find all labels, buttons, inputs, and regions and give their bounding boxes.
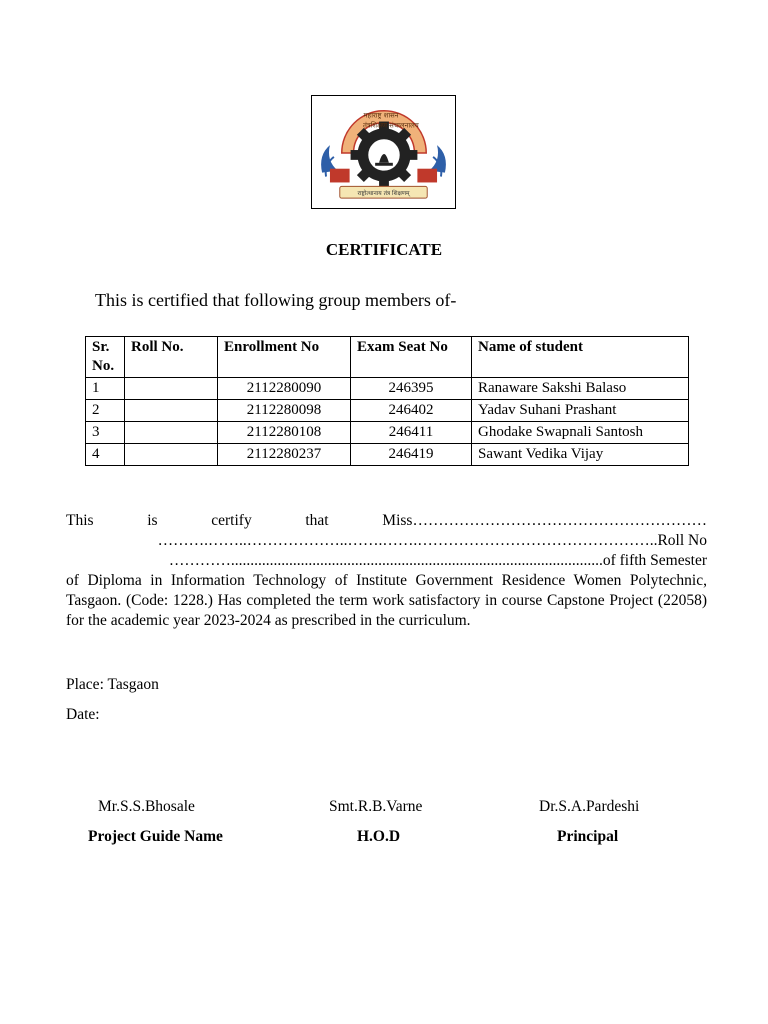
cell-roll	[125, 444, 218, 466]
table-row	[86, 444, 689, 466]
hod-role: H.O.D	[357, 828, 401, 845]
cell-seat: 246419	[351, 444, 472, 466]
principal-name: Dr.S.A.Pardeshi	[539, 798, 640, 815]
cell-roll	[125, 400, 218, 422]
certify-line-2: ……….……..………………..…….…….………………………………………..Roll No	[157, 532, 707, 549]
certify-line-3: …………................................................................................................of fifth Semester	[168, 552, 707, 569]
institute-emblem	[311, 95, 456, 209]
cell-name: Ghodake Swapnali Santosh	[472, 422, 689, 444]
cell-name: Ranaware Sakshi Balaso	[472, 378, 689, 400]
cell-seat: 246402	[351, 400, 472, 422]
svg-text:राष्ट्रोत्थानाय तंत्र शिक्षणम्: राष्ट्रोत्थानाय तंत्र शिक्षणम्	[357, 191, 410, 198]
header-sr-no: Sr. No.	[86, 337, 125, 378]
cell-enrollment: 2112280090	[218, 378, 351, 400]
header-enrollment-no: Enrollment No	[218, 337, 351, 378]
cell-sr: 4	[86, 444, 125, 466]
principal-role: Principal	[557, 828, 619, 845]
hod-name: Smt.R.B.Varne	[329, 798, 423, 815]
cell-enrollment: 2112280237	[218, 444, 351, 466]
intro-text: This is certified that following group members of-	[95, 290, 457, 310]
cell-name: Yadav Suhani Prashant	[472, 400, 689, 422]
certificate-title: CERTIFICATE	[325, 240, 443, 259]
table-row	[86, 378, 689, 400]
cell-seat: 246411	[351, 422, 472, 444]
header-roll-no: Roll No.	[125, 337, 218, 378]
cell-name: Sawant Vedika Vijay	[472, 444, 689, 466]
cell-sr: 1	[86, 378, 125, 400]
project-guide-name: Mr.S.S.Bhosale	[98, 798, 195, 815]
table-row	[86, 400, 689, 422]
gear-emblem-icon	[312, 96, 455, 208]
certify-body-text: of Diploma in Information Technology of Institute Government Residence Women Polytechnic, Tasgaon. (Code: 1228.) Has completed the term work satisfactory in course Capstone Project (22058) for the academic year 2023-2024 as prescribed in the curriculum.	[66, 572, 707, 629]
certify-line-1: This is certify that Miss…………………………………………………	[66, 512, 707, 529]
svg-text:महाराष्ट्र शासन: महाराष्ट्र शासन	[363, 111, 399, 120]
place-text: Place: Tasgaon	[66, 676, 159, 693]
cell-sr: 2	[86, 400, 125, 422]
certification-paragraph	[66, 511, 707, 631]
cell-roll	[125, 422, 218, 444]
cell-enrollment: 2112280108	[218, 422, 351, 444]
date-label: Date:	[66, 706, 100, 723]
table-row	[86, 422, 689, 444]
header-exam-seat-no: Exam Seat No	[351, 337, 472, 378]
project-guide-role: Project Guide Name	[88, 828, 223, 845]
cell-enrollment: 2112280098	[218, 400, 351, 422]
cell-roll	[125, 378, 218, 400]
header-name-of-student: Name of student	[472, 337, 689, 378]
members-table	[85, 336, 689, 466]
svg-text:तंत्रशिक्षण संचालनालय: तंत्रशिक्षण संचालनालय	[362, 121, 419, 130]
cell-seat: 246395	[351, 378, 472, 400]
cell-sr: 3	[86, 422, 125, 444]
table-header-row	[86, 337, 689, 378]
